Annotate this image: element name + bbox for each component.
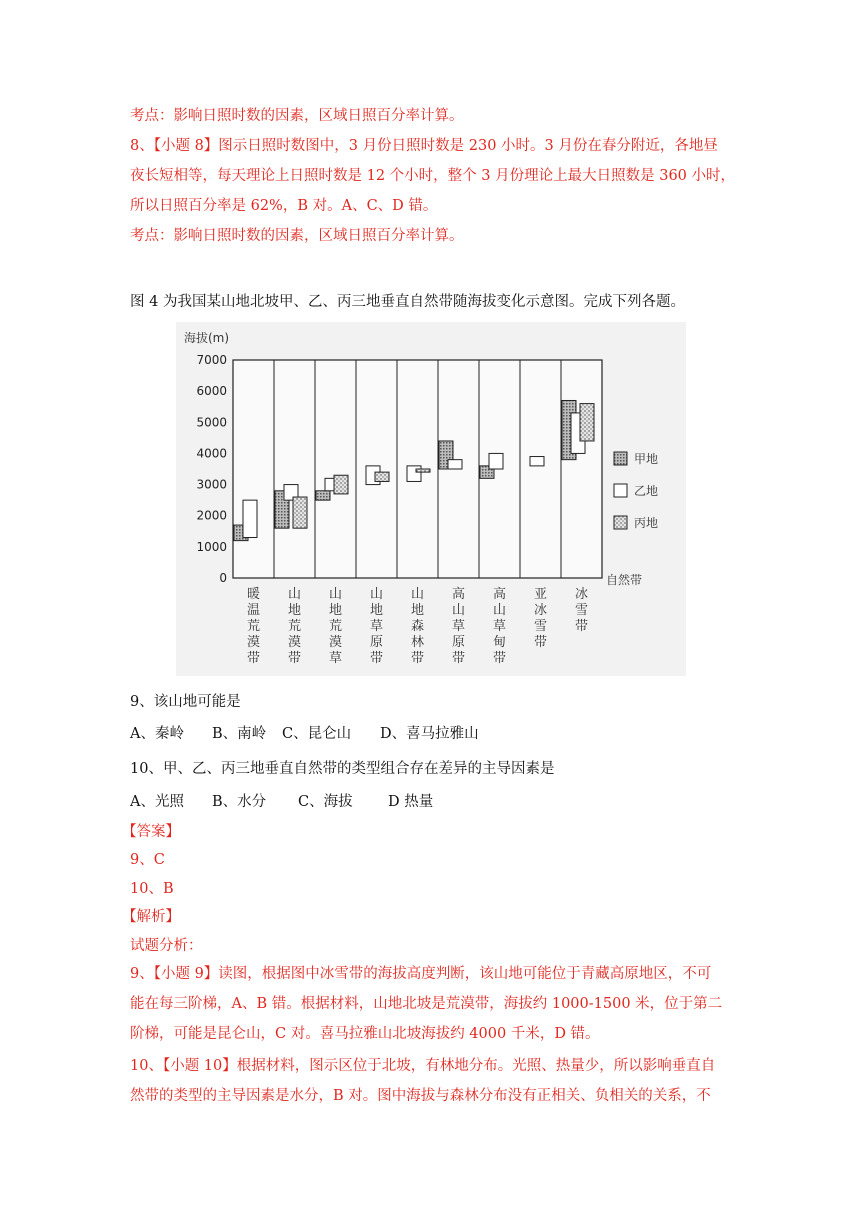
category-label: 暖 [246,587,261,602]
zone-bar [580,404,594,441]
category-label: 原 [369,635,384,650]
q10-option-a: A、光照 [130,794,184,810]
category-label: 带 [246,651,261,666]
category-label: 山 [287,587,302,602]
q8-explanation-line-1: 8、【小题 8】图示日照时数图中，3 月份日照时数是 230 小时。3 月份在春分附近，各地昼 [130,138,718,154]
q9-analysis-line-3: 阶梯，可能是昆仑山，C 对。喜马拉雅山北坡海拔约 4000 千米，D 错。 [130,1026,600,1042]
legend-swatch [614,516,627,529]
category-label: 山 [492,603,507,618]
y-tick-label: 0 [219,571,227,585]
category-label: 漠 [328,635,343,650]
category-label: 荒 [246,619,261,634]
answer-9: 9、C [130,852,165,868]
zone-bar [375,472,389,481]
kaodian-line: 考点：影响日照时数的因素，区域日照百分率计算。 [130,108,464,124]
q9-option-c: C、昆仑山 [282,726,352,742]
q10-stem: 10、甲、乙、丙三地垂直自然带的类型组合存在差异的主导因素是 [130,761,555,777]
zone-bar [293,497,307,528]
legend-label: 丙地 [634,516,659,530]
category-label: 山 [369,587,384,602]
category-label: 山 [328,587,343,602]
category-label: 林 [410,635,425,650]
zone-bar [316,491,330,500]
zone-bar [448,460,462,469]
q10-option-d: D 热量 [388,794,434,810]
analysis-label: 【解析】 [122,909,180,925]
category-label: 草 [369,619,384,634]
category-label: 森 [410,619,425,634]
q9-option-b: B、南岭 [212,726,267,742]
category-label: 带 [533,635,548,650]
zone-bar [243,500,257,537]
q8-explanation-line-3: 所以日照百分率是 62%，B 对。A、C、D 错。 [130,198,438,214]
legend-label: 甲地 [634,452,659,466]
category-label: 带 [574,619,589,634]
category-label: 荒 [328,619,343,634]
category-label: 地 [410,603,425,618]
q8-explanation-line-2: 夜长短相等，每天理论上日照时数是 12 个小时，整个 3 月份理论上最大日照数是 360 小时， [130,168,736,184]
category-label: 地 [328,603,343,618]
y-tick-label: 6000 [196,384,227,399]
y-axis-label: 海拔(m) [184,331,230,345]
q9-option-d: D、喜马拉雅山 [380,726,479,742]
zone-bar [489,453,503,469]
zone-bar [334,475,348,494]
y-tick-label: 7000 [196,353,227,367]
category-label: 草 [328,651,343,666]
category-label: 地 [369,603,384,618]
analysis-subheading: 试题分析： [130,938,203,954]
y-tick-label: 1000 [196,539,227,554]
answer-10: 10、B [130,881,174,897]
q9-analysis-line-2: 能在每三阶梯，A、B 错。根据材料，山地北坡是荒漠带，海拔约 1000-1500 米，位于第二 [130,996,723,1012]
category-label: 带 [492,651,507,666]
category-label: 带 [410,651,425,666]
category-label: 原 [451,635,466,650]
category-label: 草 [451,619,466,634]
q10-analysis-line-2: 然带的类型的主导因素是水分，B 对。图中海拔与森林分布没有正相关、负相关的关系，不 [130,1088,711,1104]
y-tick-label: 4000 [196,446,227,461]
y-tick-label: 5000 [196,415,227,430]
category-label: 雪 [533,619,548,634]
legend-swatch [614,452,627,465]
figure-intro: 图 4 为我国某山地北坡甲、乙、丙三地垂直自然带随海拔变化示意图。完成下列各题。 [130,294,685,310]
category-label: 雪 [574,603,589,618]
q10-option-c: C、海拔 [298,794,353,810]
category-label: 草 [492,619,507,634]
y-tick-label: 2000 [196,508,227,523]
category-label: 带 [287,651,302,666]
category-label: 山 [410,587,425,602]
q9-options [130,722,479,743]
zone-bar [407,466,421,482]
q9-stem: 9、该山地可能是 [130,694,241,710]
q10-analysis-line-1: 10、【小题 10】根据材料，图示区位于北坡，有林地分布。光照、热量少，所以影响垂直自 [130,1058,716,1074]
legend-label: 乙地 [634,484,659,498]
kaodian-line: 考点：影响日照时数的因素，区域日照百分率计算。 [130,228,464,244]
q9-analysis-line-1: 9、【小题 9】读图，根据图中冰雪带的海拔高度判断，该山地可能位于青藏高原地区，不可 [130,966,712,982]
q10-option-b: B、水分 [212,794,267,810]
category-label: 漠 [287,635,302,650]
category-label: 地 [287,603,302,618]
category-label: 漠 [246,635,261,650]
category-label: 带 [369,651,384,666]
vertical-zone-chart [176,322,686,676]
category-label: 山 [451,603,466,618]
answer-label: 【答案】 [122,824,180,840]
legend-swatch [614,484,627,497]
category-label: 温 [246,603,261,618]
zone-bar [530,457,544,466]
category-label: 甸 [492,635,507,650]
category-label: 冰 [574,587,589,602]
category-label: 高 [451,587,466,602]
category-label: 高 [492,587,507,602]
category-label: 带 [451,651,466,666]
zone-bar [416,469,430,472]
category-label: 冰 [533,603,548,618]
category-label: 亚 [533,587,548,602]
category-label: 荒 [287,619,302,634]
q9-option-a: A、秦岭 [130,726,184,742]
y-tick-label: 3000 [196,477,227,492]
x-axis-label: 自然带 [606,573,643,587]
q10-options [130,790,433,811]
